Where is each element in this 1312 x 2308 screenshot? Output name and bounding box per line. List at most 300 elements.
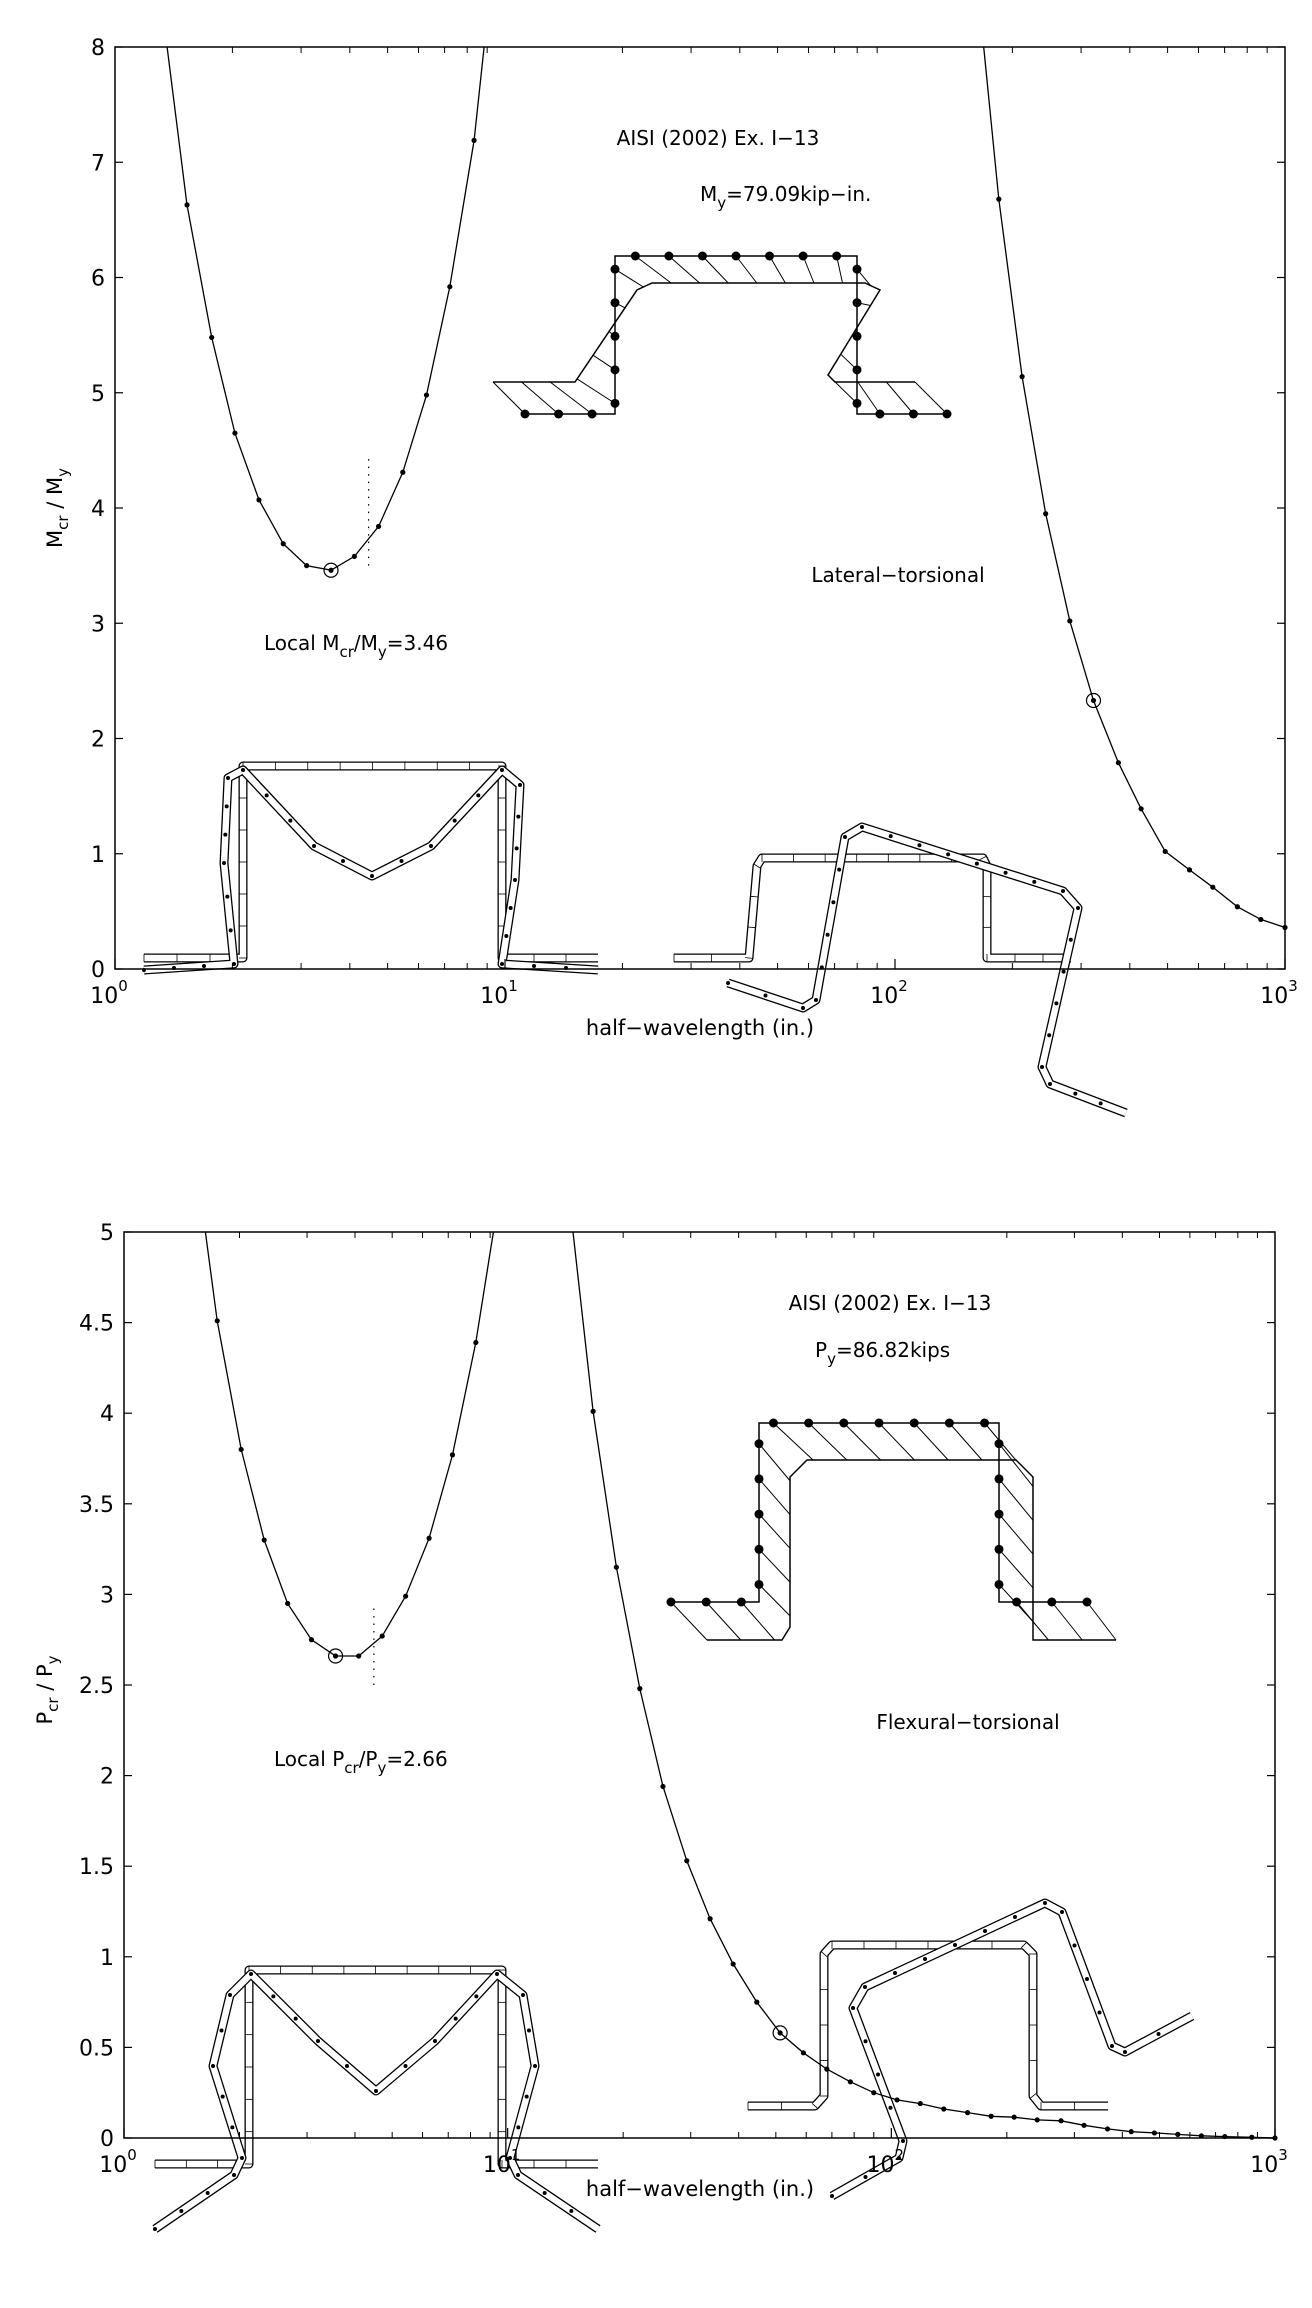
- series-line-local: [167, 47, 484, 570]
- data-point: [403, 1594, 408, 1599]
- distortional-section-node: [698, 252, 707, 261]
- data-point: [1129, 2129, 1134, 2134]
- ft-deformed-node: [923, 1957, 927, 1961]
- local-deformed-fill: [144, 770, 598, 970]
- distortional-section-hatch: [550, 382, 592, 414]
- distortional-section-hatch: [949, 1423, 982, 1460]
- ltb-deformed-node: [860, 825, 864, 829]
- ft-deformed-node: [893, 1971, 897, 1975]
- local-deformed-node: [228, 1993, 232, 1997]
- plot-frame: [124, 1232, 1275, 2138]
- distortional-section-hatch: [706, 1602, 741, 1640]
- ltb-deformed-node: [1048, 1082, 1052, 1086]
- x-tick-label: [480, 977, 518, 1009]
- local-deformed-node: [229, 928, 233, 932]
- local-deformed-node: [429, 844, 433, 848]
- distortional-section-node: [945, 1419, 954, 1428]
- local-deformed-node: [400, 859, 404, 863]
- distortional-section-hatch: [999, 1444, 1033, 1487]
- distortional-section-hatch: [844, 1423, 881, 1460]
- distortional-section-node: [875, 410, 884, 419]
- x-tick-base: 10: [482, 2153, 511, 2178]
- ltb-deformed-node: [1032, 880, 1036, 884]
- ltb-deformed-node: [831, 900, 835, 904]
- y-tick-label: 3: [100, 1583, 114, 1609]
- yield-moment-label: $M_y=79.09kip-in$.: [700, 182, 872, 212]
- x-tick-exponent: 3: [1278, 2146, 1288, 2164]
- distortional-section-node: [995, 1580, 1004, 1589]
- data-point: [1020, 374, 1025, 379]
- ltb-deformed-fill: [728, 827, 1126, 1113]
- ft-deformed-node: [1123, 2050, 1127, 2054]
- y-tick-label: 3: [91, 612, 105, 638]
- distortional-section-node: [611, 332, 620, 341]
- data-point: [1258, 917, 1263, 922]
- ft-deformed-node: [1013, 1915, 1017, 1919]
- distortional-section-node: [755, 1474, 764, 1483]
- data-point: [256, 497, 261, 502]
- ltb-deformed-node: [1054, 1001, 1058, 1005]
- y-tick-label: 4.5: [79, 1311, 114, 1337]
- axial-signature-chart: [33, 1221, 1288, 2231]
- x-tick-base: 10: [870, 984, 899, 1009]
- y-tick-label: 4: [91, 497, 105, 522]
- data-point: [304, 563, 309, 568]
- distortional-section-hatch: [773, 1423, 813, 1460]
- distortional-section-hatch: [809, 1423, 847, 1460]
- local-deformed-node: [532, 964, 536, 968]
- ft-deformed-node: [876, 2073, 880, 2077]
- local-deformed-node: [179, 2209, 183, 2213]
- local-deformed-node: [265, 793, 269, 797]
- ltb-deformed-node: [1076, 906, 1080, 910]
- data-point: [1210, 885, 1215, 890]
- local-deformed-node: [374, 2089, 378, 2093]
- distortional-section-hatch: [671, 1602, 707, 1640]
- distortional-section-node: [804, 1419, 813, 1428]
- data-point: [754, 2000, 759, 2005]
- ltb-deformed-node: [1040, 1065, 1044, 1069]
- distortional-section-node: [554, 410, 563, 419]
- ltb-deformed-node: [837, 868, 841, 872]
- local-undeformed-outline: [144, 766, 598, 958]
- data-point: [1116, 760, 1121, 765]
- distortional-section-hatch: [522, 382, 559, 414]
- local-deformed-node: [225, 804, 229, 808]
- data-point: [471, 138, 476, 143]
- local-deformed-node: [504, 934, 508, 938]
- local-deformed-node: [241, 768, 245, 772]
- local-deformed-node: [345, 2064, 349, 2068]
- global-mode-label: Lateral−torsional: [811, 563, 985, 587]
- data-point: [731, 1961, 736, 1966]
- x-tick-label: [867, 2146, 905, 2178]
- data-point: [285, 1601, 290, 1606]
- local-deformed-node: [370, 874, 374, 878]
- y-tick-label: 7: [91, 151, 105, 177]
- local-deformed-node: [543, 2191, 547, 2195]
- local-deformed-node: [515, 846, 519, 850]
- distortional-section-node: [853, 298, 862, 307]
- data-point: [1091, 698, 1096, 703]
- distortional-section-node: [732, 252, 741, 261]
- local-deformed-node: [518, 783, 522, 787]
- distortional-section-node: [1047, 1598, 1056, 1607]
- y-tick-label: 3.5: [79, 1492, 114, 1518]
- local-deformed-node: [230, 2125, 234, 2129]
- x-tick-base: 10: [1250, 2153, 1279, 2178]
- distortional-section-hatch: [886, 382, 913, 414]
- distortional-section-hatch: [999, 1514, 1033, 1554]
- data-point: [356, 1653, 361, 1658]
- y-tick-label: 8: [91, 36, 105, 61]
- ltb-deformed-node: [889, 834, 893, 838]
- local-deformed-node: [454, 2017, 458, 2021]
- data-point: [708, 1916, 713, 1921]
- distortional-section-hatch: [741, 1602, 774, 1640]
- data-point: [1235, 904, 1240, 909]
- local-deformed-node: [312, 844, 316, 848]
- data-point: [380, 1633, 385, 1638]
- local-deformed-node: [225, 895, 229, 899]
- data-point: [871, 2090, 876, 2095]
- distortional-section-hatch: [1052, 1602, 1082, 1640]
- data-point: [996, 197, 1001, 202]
- y-tick-label: 2: [100, 1764, 114, 1790]
- ltb-deformed-node: [1061, 889, 1065, 893]
- local-deformed-node: [206, 2191, 210, 2195]
- distortional-section-node: [995, 1545, 1004, 1554]
- ft-deformed-node: [1085, 1977, 1089, 1981]
- distortional-section-node: [737, 1598, 746, 1607]
- local-deformed-node: [527, 2029, 531, 2033]
- distortional-section-deformed: [493, 283, 915, 382]
- distortional-section-hatch: [635, 256, 671, 283]
- local-deformed-node: [516, 2173, 520, 2177]
- distortional-section-hatch: [736, 256, 757, 283]
- y-axis-label: $P_{cr} / P_y$: [33, 1655, 62, 1725]
- data-point: [1163, 849, 1168, 854]
- distortional-section-node: [853, 332, 862, 341]
- data-point: [333, 1653, 338, 1658]
- x-tick-base: 10: [90, 984, 119, 1009]
- ltb-deformed-node: [1073, 1092, 1077, 1096]
- ft-deformed-node: [851, 2006, 855, 2010]
- data-point: [591, 1409, 596, 1414]
- data-point: [1081, 2123, 1086, 2128]
- y-tick-label: 5: [91, 381, 105, 407]
- x-tick-label: [1260, 977, 1298, 1009]
- local-deformed-node: [453, 819, 457, 823]
- distortional-section-node: [995, 1439, 1004, 1448]
- local-mode-label: Local $M_{cr}/M_y=3.46$: [264, 631, 449, 661]
- local-deformed-node: [525, 2095, 529, 2099]
- local-deformed-node: [221, 2095, 225, 2099]
- distortional-section-node: [909, 410, 918, 419]
- data-point: [848, 2079, 853, 2084]
- distortional-section-node: [995, 1474, 1004, 1483]
- distortional-section-hatch: [770, 256, 786, 283]
- ltb-deformed-node: [826, 933, 830, 937]
- ft-deformed-node: [1110, 2044, 1114, 2048]
- local-deformed-node: [211, 2064, 215, 2068]
- distortional-section-node: [853, 265, 862, 274]
- local-deformed-node: [271, 1994, 275, 1998]
- data-point: [660, 1784, 665, 1789]
- y-tick-label: 0: [100, 2127, 114, 2152]
- distortional-section-node: [667, 1598, 676, 1607]
- distortional-section-node: [611, 365, 620, 374]
- ft-undeformed-fill: [748, 1945, 1108, 2106]
- distortional-section-node: [875, 1419, 884, 1428]
- x-tick-label: [1250, 2146, 1288, 2178]
- ft-deformed-node: [830, 2194, 834, 2198]
- curve-marks: [167, 47, 1288, 930]
- y-tick-label: 4: [100, 1402, 114, 1428]
- local-deformed-node: [222, 861, 226, 865]
- ft-deformed-node: [889, 2106, 893, 2110]
- distortional-section-hatch: [702, 256, 728, 283]
- local-deformed-node: [509, 906, 513, 910]
- data-point: [965, 2110, 970, 2115]
- yield-load-label: $P_y=86.82kips$: [815, 1338, 951, 1368]
- x-tick-exponent: 1: [510, 2146, 521, 2164]
- distortional-section-hatch: [577, 379, 615, 403]
- data-point: [989, 2114, 994, 2119]
- data-point: [1187, 867, 1192, 872]
- distortional-section-deformed: [707, 1460, 1116, 1640]
- y-tick-label: 0.5: [79, 2036, 114, 2062]
- data-point: [1067, 618, 1072, 623]
- x-tick-base: 10: [1260, 984, 1289, 1009]
- local-deformed-node: [316, 2039, 320, 2043]
- data-point: [424, 392, 429, 397]
- distortional-section-node: [980, 1419, 989, 1428]
- y-tick-label: 1: [91, 842, 105, 868]
- example-title: AISI (2002) Ex. I−13: [788, 1291, 992, 1315]
- data-point: [209, 335, 214, 340]
- x-tick-exponent: 0: [127, 2146, 137, 2164]
- distortional-section-node: [995, 1510, 1004, 1519]
- data-point: [239, 1447, 244, 1452]
- ltb-deformed-node: [764, 994, 768, 998]
- x-tick-base: 10: [99, 2153, 128, 2178]
- local-undeformed-fill: [144, 766, 598, 958]
- distortional-section-node: [611, 399, 620, 408]
- data-point: [918, 2101, 923, 2106]
- x-tick-exponent: 0: [118, 977, 128, 995]
- distortional-section-node: [611, 298, 620, 307]
- distortional-section-node: [755, 1580, 764, 1589]
- data-point: [1012, 2115, 1017, 2120]
- data-point: [328, 568, 333, 573]
- data-point: [262, 1537, 267, 1542]
- distortional-section-hatch: [999, 1479, 1033, 1520]
- distortional-section-hatch: [493, 382, 525, 414]
- mode-shapes: [142, 252, 1126, 1114]
- ft-deformed-node: [983, 1929, 987, 1933]
- ft-deformed-node: [1060, 1910, 1064, 1914]
- local-deformed-node: [433, 2039, 437, 2043]
- distortional-section-node: [799, 252, 808, 261]
- ltb-deformed-node: [801, 1006, 805, 1010]
- data-point: [1152, 2130, 1157, 2135]
- curve-marks: [205, 1232, 1277, 2141]
- local-deformed-node: [513, 878, 517, 882]
- distortional-section-node: [1083, 1598, 1092, 1607]
- data-point: [941, 2106, 946, 2111]
- distortional-section-node: [755, 1510, 764, 1519]
- distortional-section-hatch: [759, 1479, 790, 1515]
- local-deformed-node: [569, 2209, 573, 2213]
- data-point: [450, 1452, 455, 1457]
- x-axis-label: half−wavelength (in.): [585, 2177, 815, 2201]
- distortional-section-hatch: [759, 1584, 790, 1615]
- distortional-section-hatch: [999, 1549, 1033, 1588]
- moment-signature-chart: [43, 36, 1298, 1113]
- distortional-section-node: [664, 252, 673, 261]
- data-point: [447, 284, 452, 289]
- x-tick-exponent: 2: [894, 2146, 905, 2164]
- y-axis-label: $M_{cr} / M_y$: [43, 468, 72, 548]
- ltb-deformed-node: [1047, 1033, 1051, 1037]
- ltb-deformed-node: [814, 998, 818, 1002]
- distortional-section-node: [839, 1419, 848, 1428]
- global-mode-label: Flexural−torsional: [876, 1710, 1060, 1734]
- distortional-section-hatch: [879, 1423, 914, 1460]
- data-point: [309, 1637, 314, 1642]
- data-point: [232, 430, 237, 435]
- distortional-section-node: [702, 1598, 711, 1607]
- ft-deformed-node: [864, 2039, 868, 2043]
- distortional-section-hatch: [759, 1514, 790, 1548]
- local-deformed-node: [226, 776, 230, 780]
- local-deformed-node: [474, 1994, 478, 1998]
- local-deformed-node: [341, 859, 345, 863]
- data-point: [824, 2067, 829, 2072]
- data-point: [281, 541, 286, 546]
- distortional-section-node: [832, 252, 841, 261]
- distortional-section-hatch: [914, 1423, 948, 1460]
- example-title: AISI (2002) Ex. I−13: [616, 126, 820, 150]
- y-tick-label: 2: [91, 727, 105, 753]
- data-point: [637, 1686, 642, 1691]
- data-point: [1058, 2118, 1063, 2123]
- distortional-section-hatch: [759, 1444, 790, 1481]
- local-deformed-node: [249, 1972, 253, 1976]
- data-point: [801, 2050, 806, 2055]
- ft-deformed-node: [863, 1985, 867, 1989]
- distortional-section-undeformed: [671, 1423, 1087, 1602]
- local-deformed-node: [223, 833, 227, 837]
- distortional-section-node: [853, 365, 862, 374]
- local-deformed-node: [220, 2029, 224, 2033]
- distortional-section-node: [853, 399, 862, 408]
- data-point: [894, 2097, 899, 2102]
- data-point: [215, 1318, 220, 1323]
- data-point: [614, 1565, 619, 1570]
- y-tick-label: 0: [91, 958, 105, 983]
- x-axis-label: half−wavelength (in.): [585, 1016, 815, 1040]
- distortional-section-undeformed: [525, 256, 947, 414]
- ft-deformed-node: [1073, 1944, 1077, 1948]
- ltb-deformed-node: [726, 981, 730, 985]
- data-point: [778, 2030, 783, 2035]
- ft-deformed-node: [1098, 2011, 1102, 2015]
- ltb-deformed-node: [946, 852, 950, 856]
- ltb-deformed-node: [1004, 871, 1008, 875]
- distortional-section-node: [755, 1545, 764, 1554]
- distortional-section-node: [943, 410, 952, 419]
- distortional-section-node: [611, 265, 620, 274]
- local-deformed-node: [294, 2017, 298, 2021]
- mode-shapes: [153, 1419, 1192, 2232]
- ft-deformed-node: [953, 1943, 957, 1947]
- distortional-section-node: [765, 252, 774, 261]
- distortional-section-node: [521, 410, 530, 419]
- x-tick-exponent: 2: [898, 977, 908, 995]
- distortional-section-hatch: [615, 269, 643, 287]
- ltb-deformed-node: [917, 843, 921, 847]
- local-deformed-node: [404, 2064, 408, 2068]
- series-line-local: [205, 1232, 493, 1656]
- data-point: [1105, 2126, 1110, 2131]
- local-deformed-node: [516, 2125, 520, 2129]
- local-deformed-node: [500, 962, 504, 966]
- ltb-deformed-node: [843, 835, 847, 839]
- y-tick-label: 2.5: [79, 1674, 114, 1699]
- series-line-flexural-torsional: [573, 1232, 1275, 2138]
- local-deformed-node: [232, 2173, 236, 2177]
- distortional-section-node: [631, 252, 640, 261]
- local-deformed-node: [153, 2227, 157, 2231]
- distortional-section-node: [910, 1419, 919, 1428]
- x-tick-exponent: 3: [1288, 977, 1298, 995]
- data-point: [426, 1536, 431, 1541]
- data-point: [684, 1858, 689, 1863]
- distortional-section-hatch: [915, 382, 947, 414]
- ltb-deformed-node: [1099, 1101, 1103, 1105]
- local-deformed-node: [288, 819, 292, 823]
- x-tick-base: 10: [480, 984, 509, 1009]
- distortional-section-hatch: [858, 382, 880, 414]
- data-point: [184, 202, 189, 207]
- distortional-section-node: [769, 1419, 778, 1428]
- ltb-deformed-node: [975, 862, 979, 866]
- local-deformed-node: [516, 815, 520, 819]
- distortional-section-node: [588, 410, 597, 419]
- distortional-section-node: [755, 1439, 764, 1448]
- data-point: [1035, 2117, 1040, 2122]
- distortional-section-hatch: [759, 1549, 790, 1582]
- data-point: [352, 554, 357, 559]
- ltb-deformed-node: [1069, 938, 1073, 942]
- local-deformed-node: [521, 1993, 525, 1997]
- y-tick-label: 1: [100, 1945, 114, 1971]
- x-tick-exponent: 1: [508, 977, 518, 995]
- x-tick-base: 10: [866, 2153, 895, 2178]
- data-point: [1139, 806, 1144, 811]
- data-point: [376, 524, 381, 529]
- data-point: [1043, 511, 1048, 516]
- ft-undeformed-outline: [748, 1945, 1108, 2106]
- distortional-section-hatch: [1087, 1602, 1116, 1640]
- y-tick-label: 5: [100, 1221, 114, 1246]
- distortional-section-node: [1012, 1598, 1021, 1607]
- local-deformed-outline: [144, 770, 598, 970]
- local-deformed-node: [202, 964, 206, 968]
- data-point: [473, 1340, 478, 1345]
